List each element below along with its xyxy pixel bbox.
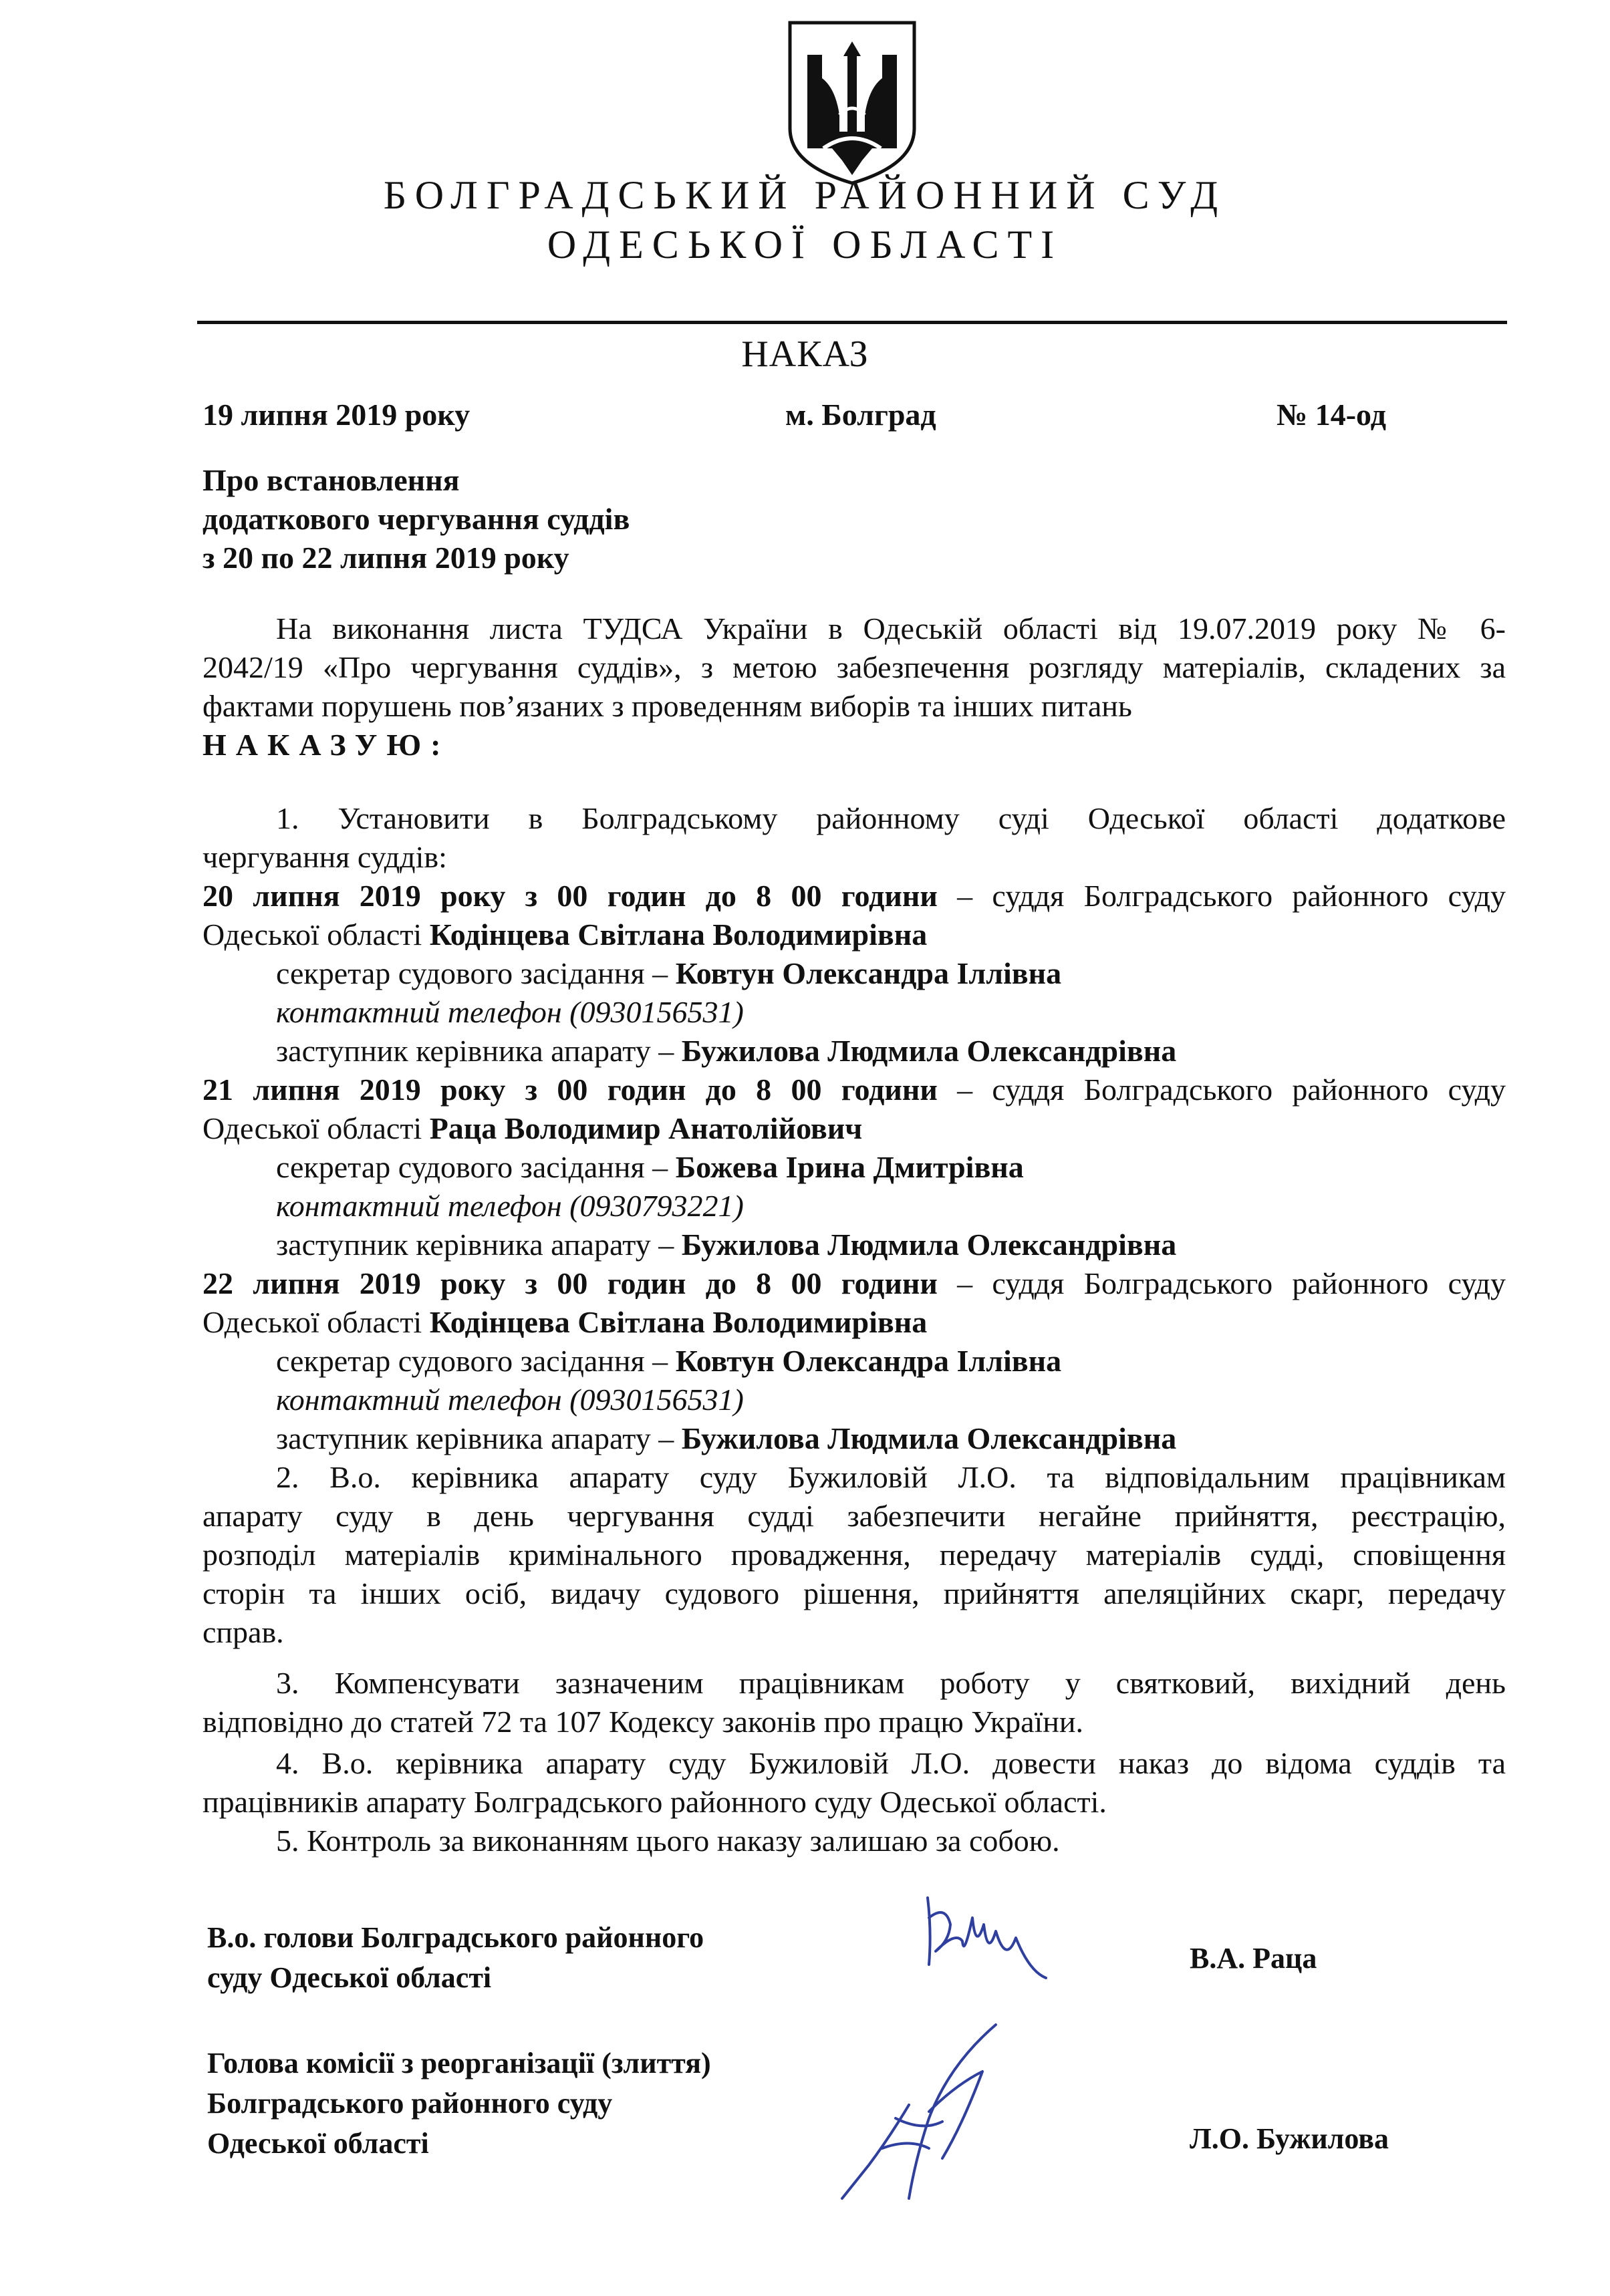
coat-of-arms-icon (782, 15, 922, 188)
duty-phone: контактний телефон (0930156531) (276, 995, 744, 1029)
duty-entry (203, 1264, 1506, 1458)
duty-judge: Кодінцева Світлана Володимирівна (429, 917, 928, 952)
signatory-name-1: В.А. Раца (1190, 1942, 1317, 1975)
duty-date: 20 липня 2019 року з 00 годин до 8 00 години (203, 879, 938, 913)
subject-line: Про встановлення (203, 463, 460, 497)
signatory-title-line: В.о. голови Болградського районного (207, 1921, 704, 1954)
handwritten-signature-2 (829, 2005, 1043, 2218)
duty-deputy-line (203, 1032, 1506, 1070)
duty-deputy: Бужилова Людмила Олександрівна (681, 1421, 1177, 1455)
item-line: розподіл матеріалів кримінального провадження, передачу матеріалів судді, сповіщення (203, 1538, 1506, 1572)
duty-date-line (203, 1070, 1506, 1109)
duty-secretary-line (203, 1148, 1506, 1187)
duty-deputy-label: заступник керівника апарату – (276, 1421, 682, 1455)
duty-schedule (203, 877, 1506, 1458)
signatory-title-2 (207, 2043, 711, 2164)
preamble-line: На виконання листа ТУДСА України в Одеській області від 19.07.2019 року № 6- (276, 611, 1506, 645)
duty-judge-prefix: – суддя Болградського районного суду (937, 879, 1506, 913)
duty-secretary-label: секретар судового засідання – (276, 1150, 676, 1184)
duty-secretary: Ковтун Олександра Іллівна (675, 956, 1062, 990)
duty-secretary-line (203, 1342, 1506, 1381)
duty-secretary: Ковтун Олександра Іллівна (675, 1344, 1062, 1378)
item-line: 1. Установити в Болградському районному суді Одеської області додаткове (276, 801, 1506, 835)
order-number: № 14-од (1277, 398, 1386, 432)
duty-date-line (203, 877, 1506, 915)
item-3 (203, 1664, 1506, 1741)
preamble-line: 2042/19 «Про чергування суддів», з метою забезпечення розгляду матеріалів, складених за (203, 650, 1506, 684)
signatory-name-2: Л.О. Бужилова (1190, 2122, 1389, 2155)
signatory-title-line: суду Одеської області (207, 1961, 492, 1994)
order-place: м. Болград (785, 398, 936, 432)
order-subject (203, 461, 630, 577)
order-word: НАКАЗУЮ: (203, 728, 450, 762)
duty-date: 21 липня 2019 року з 00 годин до 8 00 години (203, 1072, 938, 1107)
item-2 (203, 1458, 1506, 1652)
duty-region: Одеської області (203, 1111, 430, 1145)
duty-judge: Раца Володимир Анатолійович (429, 1111, 863, 1145)
duty-deputy: Бужилова Людмила Олександрівна (681, 1034, 1177, 1068)
item-line: 4. В.о. керівника апарату суду Бужиловій Л.О. довести наказ до відома суддів та (276, 1746, 1506, 1780)
preamble (203, 609, 1506, 764)
court-name-line1: БОЛГРАДСЬКИЙ РАЙОННИЙ СУД (383, 173, 1227, 217)
duty-date-line (203, 1264, 1506, 1303)
duty-entry (203, 877, 1506, 1070)
signatory-title-1 (207, 1918, 704, 1998)
signatory-title-line: Голова комісії з реорганізації (злиття) (207, 2047, 711, 2079)
preamble-line: фактами порушень пов’язаних з проведенням виборів та інших питань (203, 689, 1132, 723)
item-line: апарату суду в день чергування судді забезпечити негайне прийняття, реєстрацію, (203, 1499, 1506, 1533)
signatory-title-line: Болградського районного суду (207, 2087, 613, 2120)
court-name-line2: ОДЕСЬКОЇ ОБЛАСТІ (547, 223, 1063, 267)
duty-judge: Кодінцева Світлана Володимирівна (429, 1305, 928, 1339)
duty-region: Одеської області (203, 917, 430, 952)
duty-judge-line (203, 1109, 1506, 1148)
item-5 (203, 1822, 1506, 1860)
document-type: НАКАЗ (741, 333, 869, 375)
item-line: 3. Компенсувати зазначеним працівникам роботу у святковий, вихідний день (276, 1666, 1506, 1700)
handwritten-signature-1 (909, 1878, 1069, 1998)
duty-phone: контактний телефон (0930156531) (276, 1383, 744, 1417)
duty-deputy-line (203, 1226, 1506, 1264)
item-4 (203, 1744, 1506, 1822)
duty-judge-prefix: – суддя Болградського районного суду (937, 1266, 1506, 1300)
item-line: працівників апарату Болградського районного суду Одеської області. (203, 1785, 1107, 1819)
duty-secretary: Божева Ірина Дмитрівна (675, 1150, 1024, 1184)
duty-judge-line (203, 915, 1506, 954)
order-date: 19 липня 2019 року (203, 398, 471, 432)
duty-deputy-line (203, 1419, 1506, 1458)
duty-secretary-line (203, 954, 1506, 993)
item-line: сторін та інших осіб, видачу судового рішення, прийняття апеляційних скарг, передачу (203, 1576, 1506, 1610)
duty-judge-line (203, 1303, 1506, 1342)
duty-secretary-label: секретар судового засідання – (276, 1344, 676, 1378)
duty-deputy-label: заступник керівника апарату – (276, 1228, 682, 1262)
item-1 (203, 799, 1506, 877)
duty-deputy-label: заступник керівника апарату – (276, 1034, 682, 1068)
duty-secretary-label: секретар судового засідання – (276, 956, 676, 990)
subject-line: з 20 по 22 липня 2019 року (203, 541, 569, 575)
header-divider (197, 321, 1507, 324)
duty-date: 22 липня 2019 року з 00 годин до 8 00 години (203, 1266, 938, 1300)
signatory-title-line: Одеської області (207, 2127, 429, 2160)
duty-deputy: Бужилова Людмила Олександрівна (681, 1228, 1177, 1262)
duty-entry (203, 1070, 1506, 1264)
item-line: відповідно до статей 72 та 107 Кодексу законів про працю України. (203, 1705, 1084, 1739)
item-line: справ. (203, 1615, 284, 1649)
item-line: чергування суддів: (203, 840, 447, 874)
duty-phone: контактний телефон (0930793221) (276, 1189, 744, 1223)
duty-judge-prefix: – суддя Болградського районного суду (937, 1072, 1506, 1107)
duty-region: Одеської області (203, 1305, 430, 1339)
subject-line: додаткового чергування суддів (203, 502, 630, 536)
item-line: 5. Контроль за виконанням цього наказу залишаю за собою. (276, 1824, 1060, 1858)
item-line: 2. В.о. керівника апарату суду Бужиловій Л.О. та відповідальним працівникам (276, 1460, 1506, 1494)
